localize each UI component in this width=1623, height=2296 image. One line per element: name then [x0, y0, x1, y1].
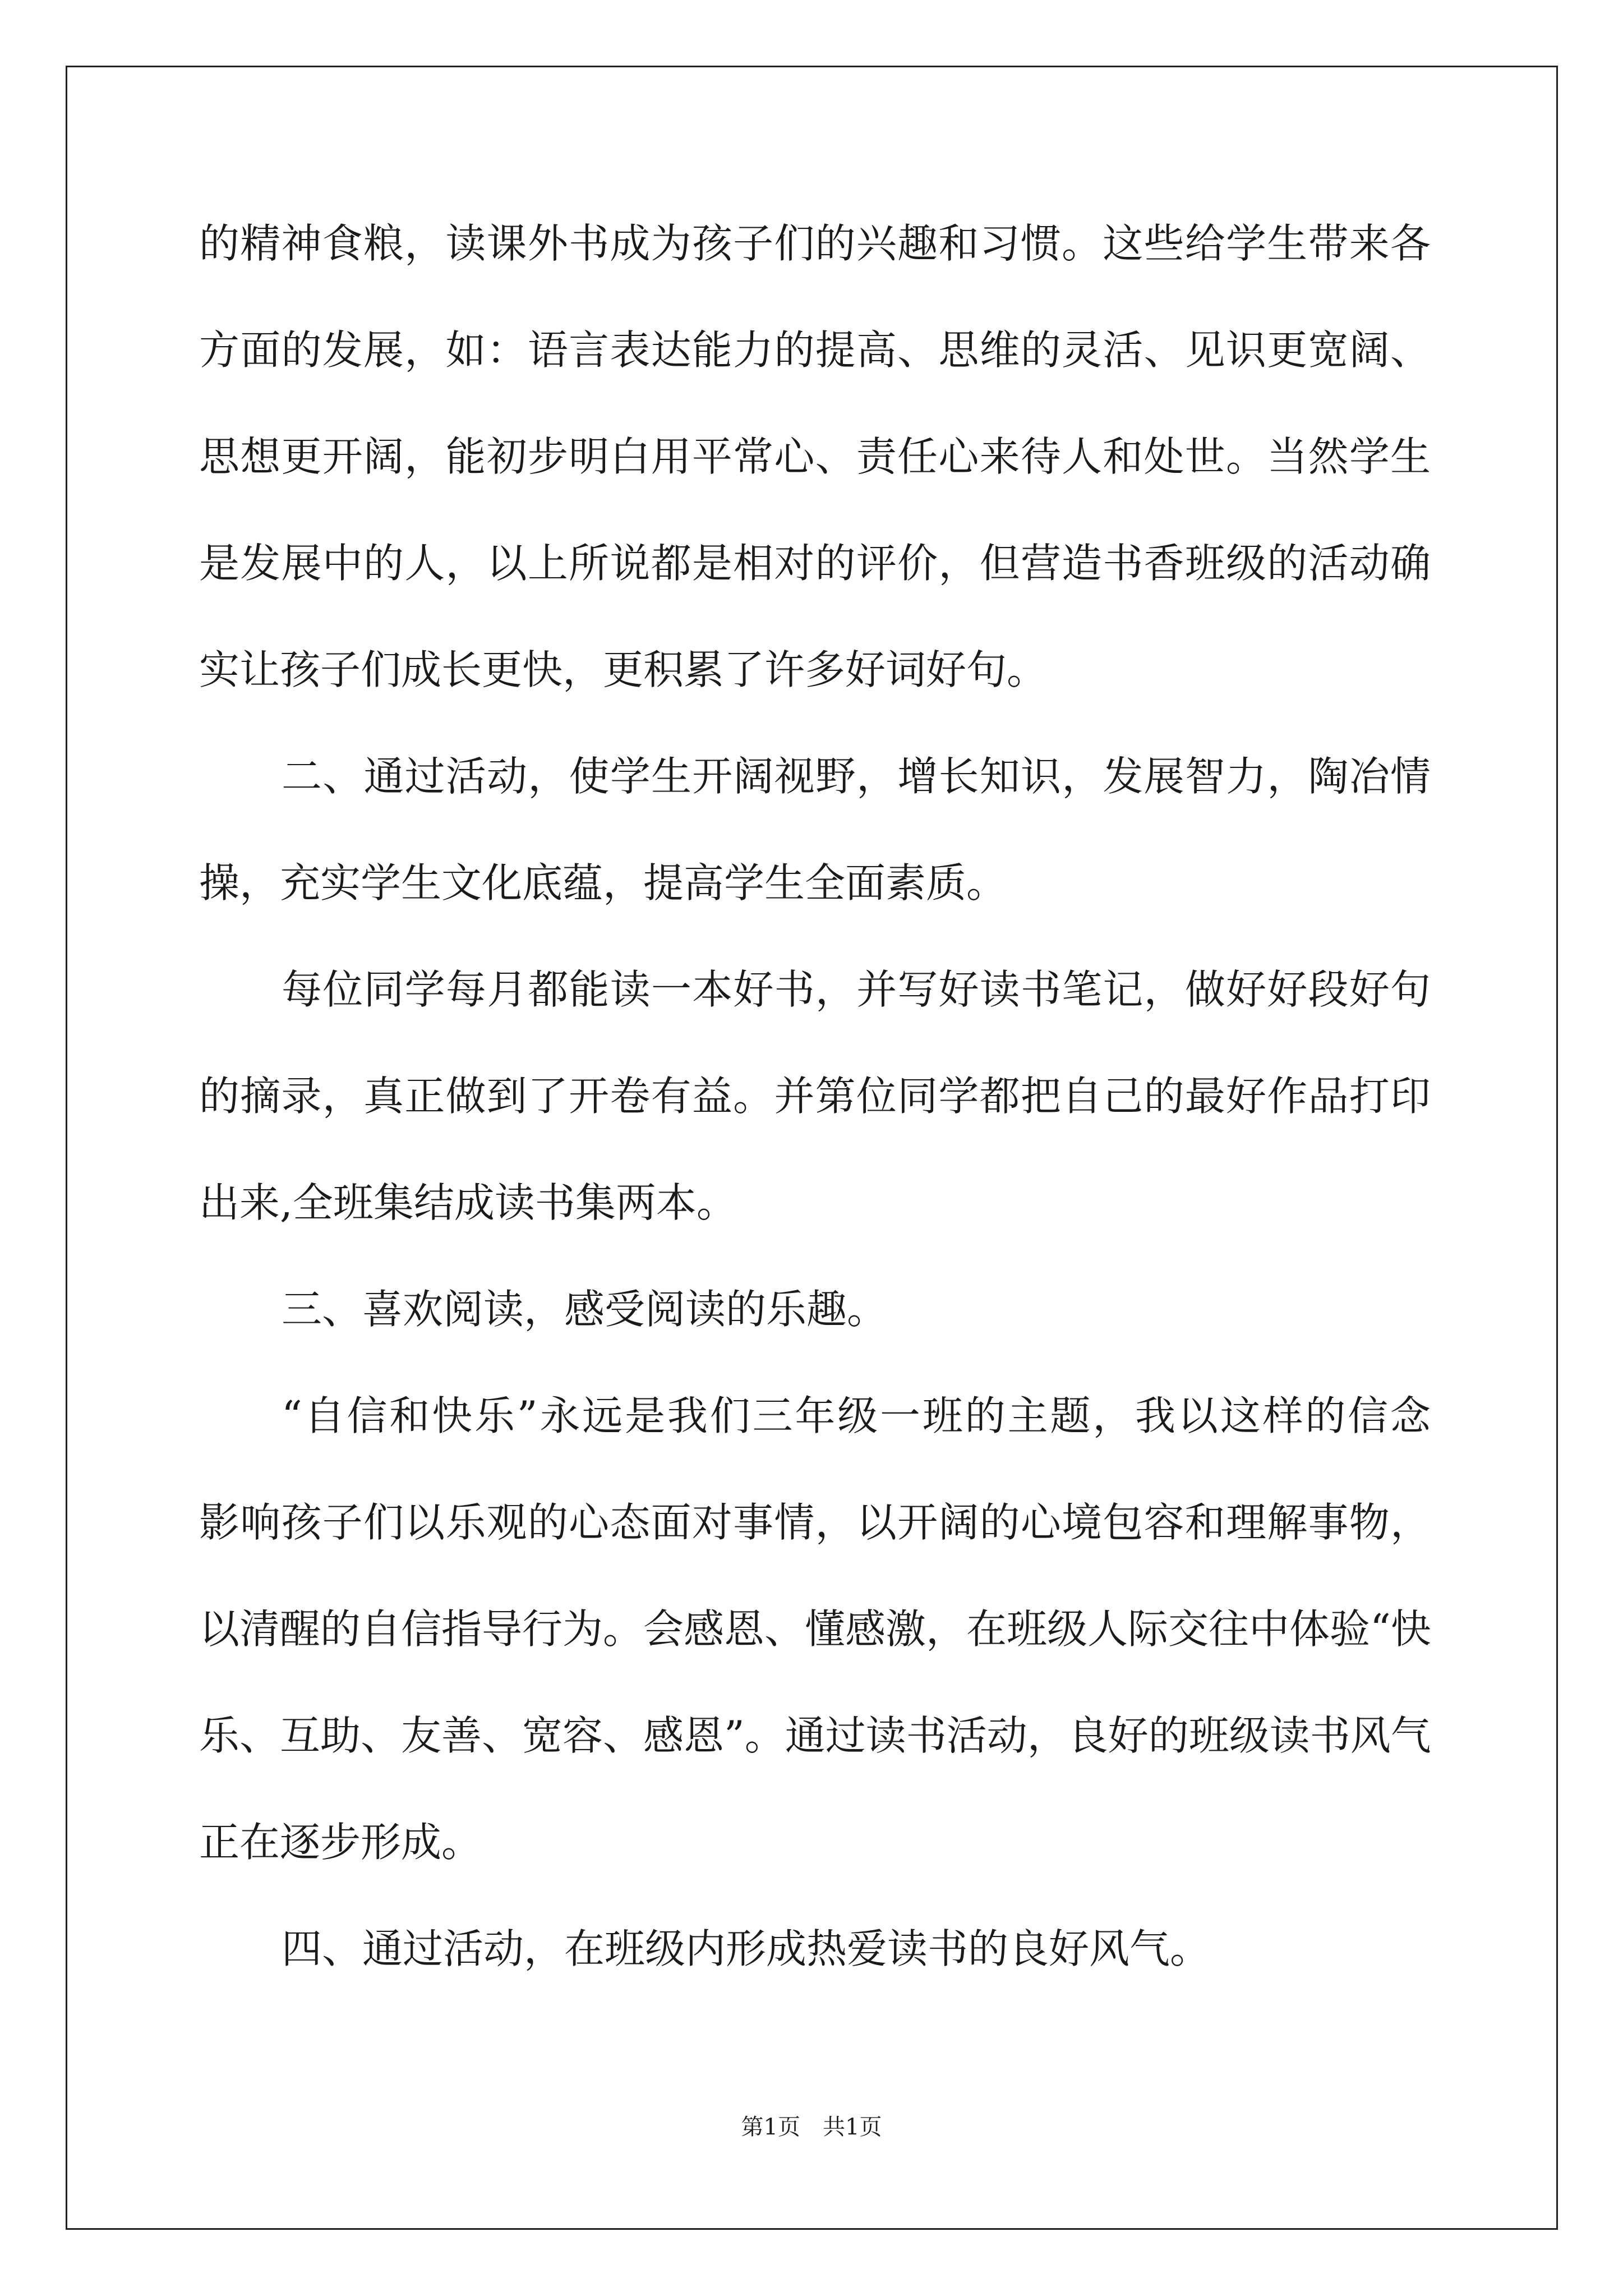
paragraph — [199, 210, 1431, 743]
paragraph — [199, 1915, 1431, 2022]
page-number-total: 共1页 — [823, 2114, 882, 2140]
document-body — [199, 210, 1431, 2022]
text-line: 乐、互助、友善、宽容、感恩”。通过读书活动，良好的班级读书风气 — [199, 1712, 1431, 1759]
paragraph — [199, 956, 1431, 1276]
paragraph — [199, 743, 1431, 956]
text-line: 每位同学每月都能读一本好书，并写好读书笔记，做好好段好句 — [282, 966, 1431, 1013]
text-line: “自信和快乐”永远是我们三年级一班的主题，我以这样的信念 — [282, 1392, 1431, 1439]
text-line: 操，充实学生文化底蕴，提高学生全面素质。 — [199, 859, 1007, 907]
text-line: 三、喜欢阅读，感受阅读的乐趣。 — [282, 1286, 888, 1333]
text-line: 实让孩子们成长更快，更积累了许多好词好句。 — [199, 646, 1048, 693]
page-number-current: 第1页 — [741, 2114, 800, 2140]
text-line: 以清醒的自信指导行为。会感恩、懂感激，在班级人际交往中体验“快 — [199, 1605, 1431, 1653]
text-line: 影响孩子们以乐观的心态面对事情，以开阔的心境包容和理解事物， — [199, 1499, 1431, 1546]
page-footer — [0, 2110, 1623, 2144]
text-line: 思想更开阔，能初步明白用平常心、责任心来待人和处世。当然学生 — [199, 433, 1431, 480]
text-line: 二、通过活动，使学生开阔视野，增长知识，发展智力，陶冶情 — [282, 753, 1431, 800]
text-line: 的摘录，真正做到了开卷有益。并第位同学都把自己的最好作品打印 — [199, 1073, 1431, 1120]
text-line: 出来,全班集结成读书集两本。 — [199, 1179, 737, 1226]
text-line: 四、通过活动，在班级内形成热爱读书的良好风气。 — [282, 1925, 1211, 1972]
text-line: 方面的发展，如：语言表达能力的提高、思维的灵活、见识更宽阔、 — [199, 326, 1431, 374]
paragraph — [199, 1276, 1431, 1382]
paragraph — [199, 1382, 1431, 1915]
text-line: 的精神食粮，读课外书成为孩子们的兴趣和习惯。这些给学生带来各 — [199, 220, 1431, 267]
text-line: 正在逐步形成。 — [199, 1819, 482, 1866]
text-line: 是发展中的人，以上所说都是相对的评价，但营造书香班级的活动确 — [199, 540, 1431, 587]
